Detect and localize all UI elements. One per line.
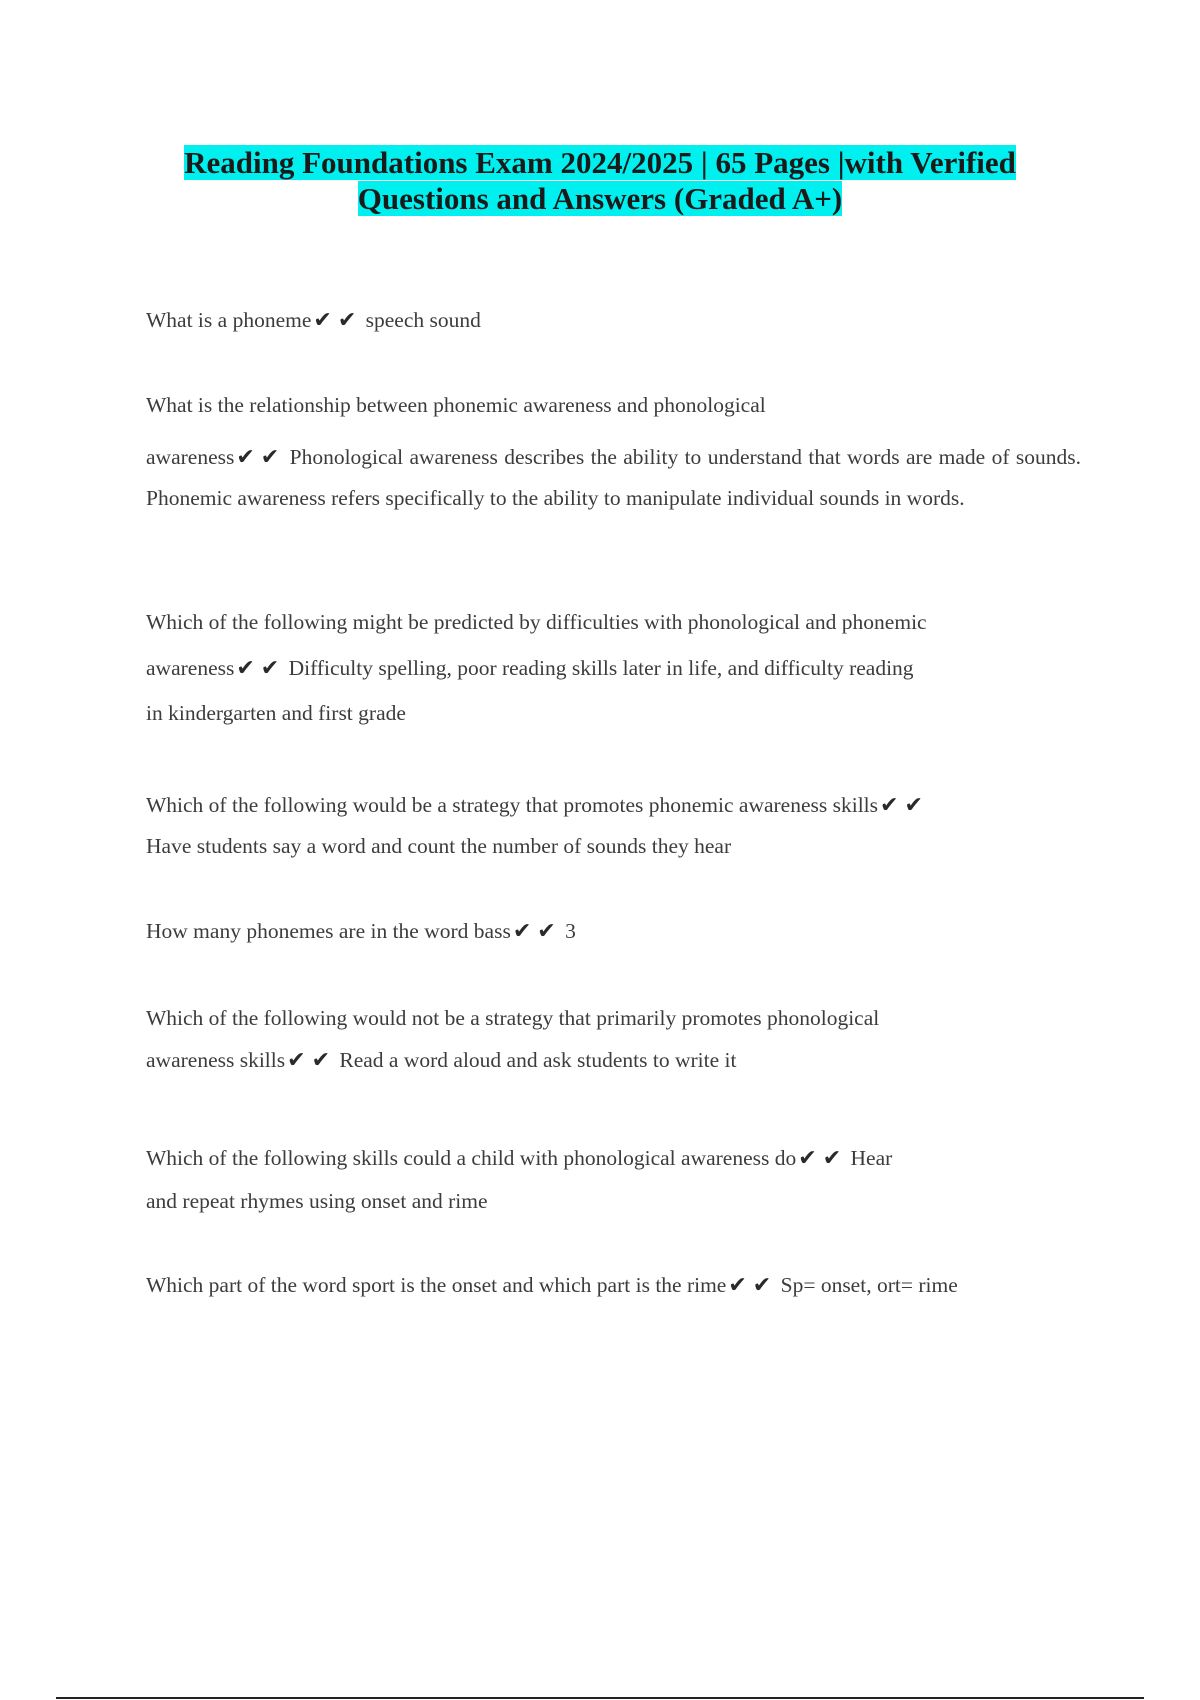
page-title-line-2: Questions and Answers (Graded A+): [357, 181, 843, 216]
check-mark-icon: ✔: [236, 445, 255, 470]
page-title: [140, 145, 1060, 217]
answer-text: speech sound: [365, 308, 481, 332]
answer-text: and repeat rhymes using onset and rime: [146, 1189, 488, 1213]
question-text: Which part of the word sport is the onset and which part is the rime: [146, 1273, 727, 1297]
check-mark-icon: ✔: [904, 793, 923, 818]
answer-text: Difficulty spelling, poor reading skills later in life, and difficulty reading: [288, 656, 914, 680]
check-mark-icon: ✔: [287, 1048, 306, 1073]
check-mark-icon: ✔: [311, 1048, 330, 1073]
question-text: awareness: [146, 656, 235, 680]
check-mark-icon: ✔: [313, 308, 332, 333]
answer-text: Hear: [850, 1146, 893, 1170]
qa-item: [146, 300, 1081, 341]
check-mark-icon: ✔: [260, 445, 280, 470]
check-mark-icon: ✔: [512, 919, 532, 944]
qa-item: [146, 602, 1081, 733]
page-title-line-1: Reading Foundations Exam 2024/2025 | 65 Pages |with Verified: [184, 145, 1016, 180]
check-mark-icon: ✔: [752, 1273, 772, 1298]
qa-item: [146, 785, 1081, 866]
question-text: Which of the following would not be a strategy that primarily promotes phonological: [146, 1006, 880, 1030]
question-text: Which of the following might be predicted by difficulties with phonological and phonemic: [146, 610, 927, 634]
answer-text: 3: [565, 919, 576, 943]
answer-text: in kindergarten and first grade: [146, 701, 406, 725]
question-text: awareness: [146, 445, 235, 469]
question-text: Which of the following would be a strategy that promotes phonemic awareness skills: [146, 793, 879, 817]
qa-item: [146, 1265, 1081, 1306]
check-mark-icon: ✔: [337, 308, 357, 333]
answer-text: Sp= onset, ort= rime: [780, 1273, 958, 1297]
check-mark-icon: ✔: [537, 919, 556, 944]
answer-text: Phonological awareness describes the ability to understand that words are made of sounds. Phonemic awareness refers specifically to the ability to manipulate individual sounds in words.: [146, 445, 1082, 510]
question-text: Which of the following skills could a child with phonological awareness do: [146, 1146, 797, 1170]
qa-item: [146, 911, 1081, 952]
question-text: What is a phoneme: [146, 308, 312, 332]
footer-divider: [56, 1697, 1144, 1699]
qa-item: [146, 385, 1081, 518]
check-mark-icon: ✔: [236, 656, 255, 681]
check-mark-icon: ✔: [798, 1146, 817, 1171]
qa-item: [146, 1138, 1081, 1221]
answer-text: Have students say a word and count the number of sounds they hear: [146, 834, 732, 858]
qa-item: [146, 998, 1081, 1081]
answer-text: Read a word aloud and ask students to write it: [339, 1048, 737, 1072]
check-mark-icon: ✔: [880, 793, 899, 818]
check-mark-icon: ✔: [728, 1273, 747, 1298]
question-text: What is the relationship between phonemic awareness and phonological: [146, 393, 766, 417]
check-mark-icon: ✔: [822, 1146, 842, 1171]
question-text: How many phonemes are in the word bass: [146, 919, 511, 943]
question-text: awareness skills: [146, 1048, 286, 1072]
check-mark-icon: ✔: [260, 656, 280, 681]
